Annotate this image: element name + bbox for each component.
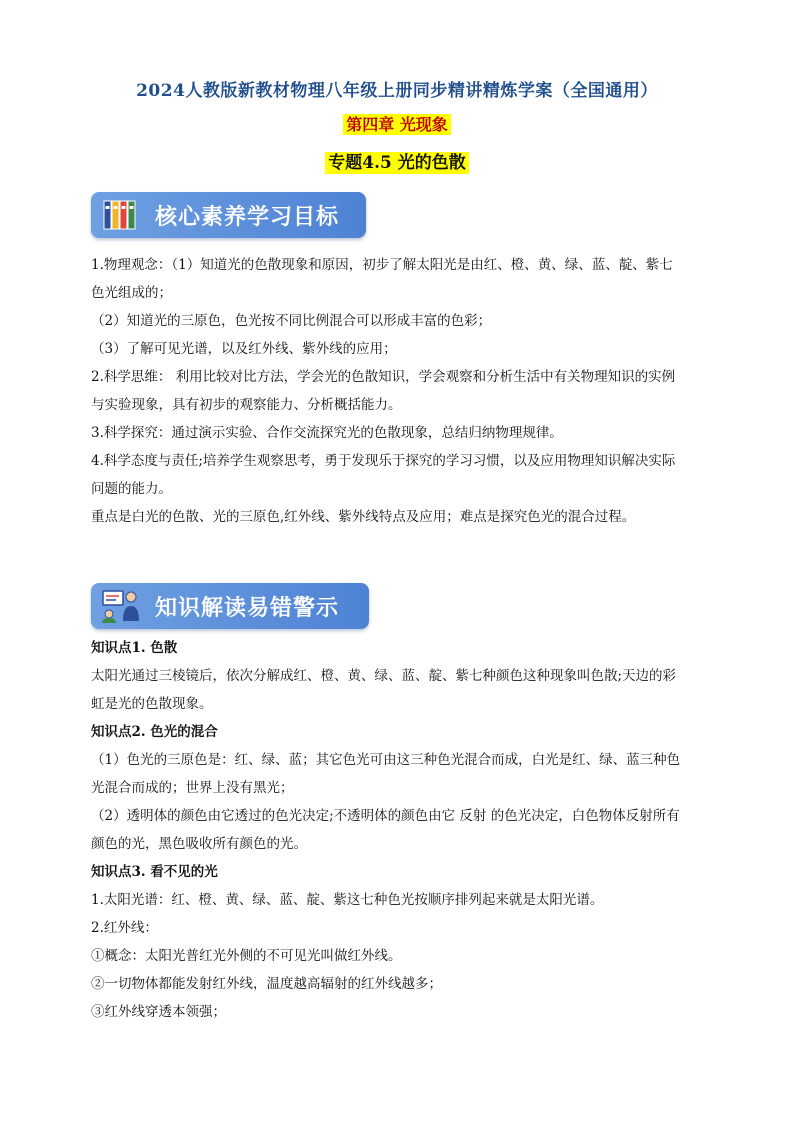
goal-line: 重点是白光的色散、光的三原色,红外线、紫外线特点及应用；难点是探究色光的混合过程。 [91,509,636,525]
knowledge-line: 虹是光的色散现象。 [91,696,213,712]
document-title: 2024人教版新教材物理八年级上册同步精讲精炼学案（全国通用） [136,81,658,101]
knowledge-line: 光混合而成的；世界上没有黑光； [91,780,294,796]
knowledge-point-title: 知识点3. 看不见的光 [91,864,218,880]
knowledge-line: ③红外线穿透本领强； [91,1004,226,1020]
knowledge-line: 颜色的光，黑色吸收所有颜色的光。 [91,836,307,852]
knowledge-line: ②一切物体都能发射红外线，温度越高辐射的红外线越多； [91,976,442,992]
teacher-icon [101,588,141,624]
section-banner-text: 核心素养学习目标 [155,204,340,230]
goal-line: 1.物理观念：（1）知道光的色散现象和原因，初步了解太阳光是由红、橙、黄、绿、蓝、靛、紫七 [91,257,673,273]
knowledge-point-title: 知识点1. 色散 [91,640,178,656]
goal-line: （3）了解可见光谱，以及红外线、紫外线的应用； [91,341,397,357]
knowledge-line: （1）色光的三原色是：红、绿、蓝；其它色光可由这三种色光混合而成，白光是红、绿、蓝三种色 [91,752,681,768]
goal-line: 问题的能力。 [91,481,172,497]
topic-heading-text: 专题4.5 光的色散 [325,152,469,174]
books-icon [101,197,141,233]
knowledge-point-title: 知识点2. 色光的混合 [91,724,218,740]
knowledge-line: （2）透明体的颜色由它透过的色光决定;不透明体的颜色由它 反射 的色光决定，白色物体反射所有 [91,808,680,824]
chapter-heading [0,112,794,135]
knowledge-line: 2.红外线： [91,920,158,936]
knowledge-content [91,634,709,1026]
goal-line: 3.科学探究：通过演示实验、合作交流探究光的色散现象，总结归纳物理规律。 [91,425,563,441]
section-banner-knowledge [91,583,369,629]
knowledge-line: ①概念：太阳光普红光外侧的不可见光叫做红外线。 [91,948,402,964]
topic-heading [0,148,794,173]
goal-line: 4.科学态度与责任;培养学生观察思考，勇于发现乐于探究的学习习惯，以及应用物理知识解决实际 [91,453,676,469]
goal-line: 与实验现象，具有初步的观察能力、分析概括能力。 [91,397,402,413]
chapter-heading-text: 第四章 光现象 [343,114,451,135]
section-banner-text: 知识解读易错警示 [155,595,340,621]
goal-line: （2）知道光的三原色，色光按不同比例混合可以形成丰富的色彩； [91,313,492,329]
knowledge-line: 太阳光通过三棱镜后，依次分解成红、橙、黄、绿、蓝、靛、紫七种颜色这种现象叫色散;天边的彩 [91,668,677,684]
goal-line: 色光组成的； [91,285,172,301]
goal-line: 2.科学思维： 利用比较对比方法，学会光的色散知识，学会观察和分析生活中有关物理知识的实例 [91,369,676,385]
knowledge-line: 1.太阳光谱：红、橙、黄、绿、蓝、靛、紫这七种色光按顺序排列起来就是太阳光谱。 [91,892,604,908]
learning-goals-content [91,251,709,531]
section-banner-learning-goals [91,192,366,238]
